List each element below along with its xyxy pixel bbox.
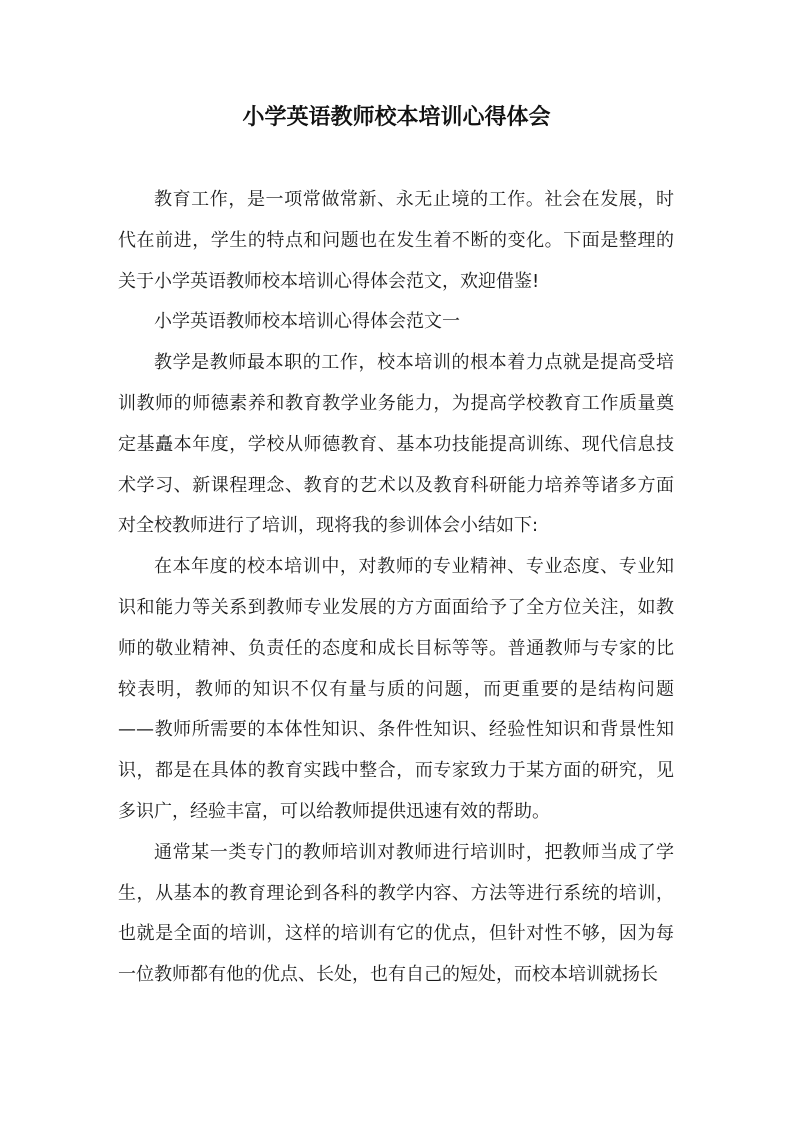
- body-paragraph-3: 通常某一类专门的教师培训对教师进行培训时，把教师当成了学生，从基本的教育理论到各科的教学内容、方法等进行系统的培训，也就是全面的培训，这样的培训有它的优点，但针对性不够，因为每一位教师都有他的优点、长处，也有自己的短处，而校本培训就扬长: [118, 841, 674, 986]
- body-paragraph-2: 在本年度的校本培训中，对教师的专业精神、专业态度、专业知识和能力等关系到教师专业发展的方方面面给予了全方位关注，如教师的敬业精神、负责任的态度和成长目标等等。普通教师与专家的比较表明，教师的知识不仅有量与质的问题，而更重要的是结构问题——教师所需要的本体性知识、条件性知识、经验性知识和背景性知识，都是在具体的教育实践中整合，而专家致力于某方面的研究，见多识广，经验丰富，可以给教师提供迅速有效的帮助。: [118, 556, 674, 822]
- intro-paragraph: 教育工作，是一项常做常新、永无止境的工作。社会在发展，时代在前进，学生的特点和问题也在发生着不断的变化。下面是整理的关于小学英语教师校本培训心得体会范文，欢迎借鉴!: [118, 189, 674, 292]
- body-paragraph-1: 教学是教师最本职的工作，校本培训的根本着力点就是提高受培训教师的师德素养和教育教学业务能力，为提高学校教育工作质量奠定基矗本年度，学校从师德教育、基本功技能提高训练、现代信息技术学习、新课程理念、教育的艺术以及教育科研能力培养等诸多方面对全校教师进行了培训，现将我的参训体会小结如下:: [118, 352, 674, 537]
- section-heading: 小学英语教师校本培训心得体会范文一: [154, 311, 460, 333]
- document-body: [118, 180, 674, 996]
- document-title: 小学英语教师校本培训心得体会: [242, 105, 551, 130]
